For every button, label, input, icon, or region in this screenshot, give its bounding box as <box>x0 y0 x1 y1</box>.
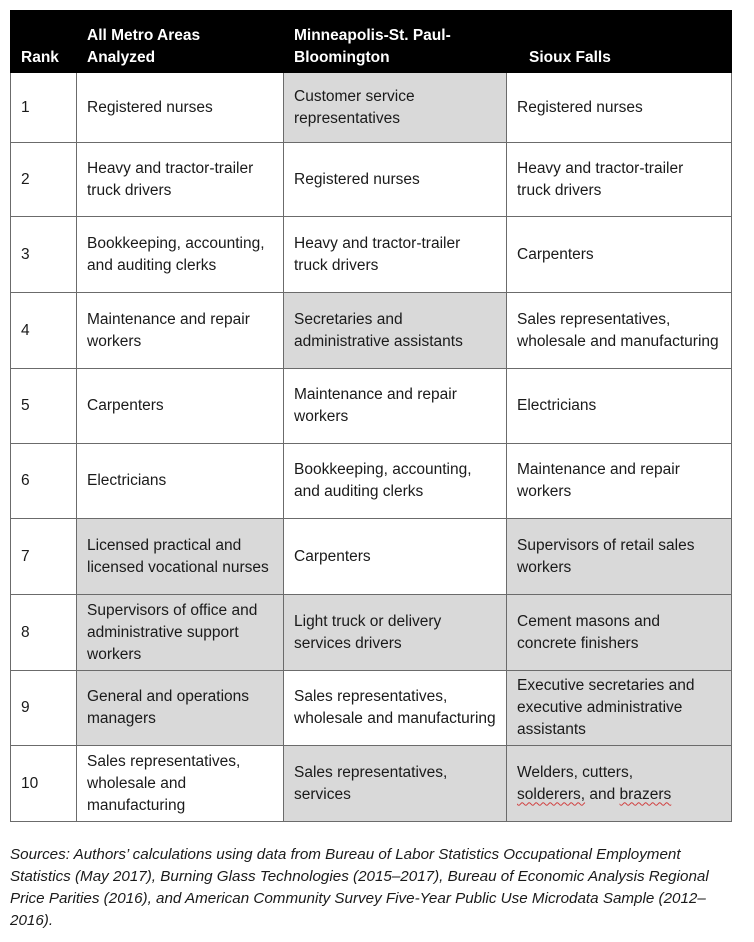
minneapolis-cell: Sales representatives, services <box>284 746 507 822</box>
minneapolis-cell: Bookkeeping, accounting, and auditing clerks <box>284 444 507 519</box>
minneapolis-cell: Heavy and tractor-trailer truck drivers <box>284 217 507 293</box>
sioux-falls-cell: Registered nurses <box>507 73 732 143</box>
all-metro-cell: Supervisors of office and administrative support workers <box>77 595 284 671</box>
all-metro-cell: General and operations managers <box>77 671 284 746</box>
table-row <box>11 746 732 822</box>
header-rank: Rank <box>11 11 77 73</box>
table-row <box>11 444 732 519</box>
header-all-metro: All Metro Areas Analyzed <box>77 11 284 73</box>
minneapolis-cell: Customer service representatives <box>284 73 507 143</box>
rank-cell: 4 <box>11 293 77 369</box>
all-metro-cell: Heavy and tractor-trailer truck drivers <box>77 143 284 217</box>
header-minneapolis: Minneapolis-St. Paul- Bloomington <box>284 11 507 73</box>
rank-cell: 5 <box>11 369 77 444</box>
all-metro-cell: Bookkeeping, accounting, and auditing clerks <box>77 217 284 293</box>
minneapolis-cell: Maintenance and repair workers <box>284 369 507 444</box>
header-sioux-falls: Sioux Falls <box>507 11 732 73</box>
sources-note: Sources: Authors’ calculations using data from Bureau of Labor Statistics Occupational Employment Statistics (May 2017), Burning Glass Technologies (2015–2017), Bureau of Economic Analysis Regional Price Parities (2016), and American Community Survey Five-Year Public Use Microdata Sample (2012–2016). <box>10 846 709 929</box>
rank-cell: 10 <box>11 746 77 822</box>
top-occupations-table <box>10 10 732 822</box>
all-metro-cell: Maintenance and repair workers <box>77 293 284 369</box>
rank-cell: 8 <box>11 595 77 671</box>
minneapolis-cell: Sales representatives, wholesale and manufacturing <box>284 671 507 746</box>
all-metro-cell: Registered nurses <box>77 73 284 143</box>
sioux-falls-cell: Carpenters <box>507 217 732 293</box>
minneapolis-cell: Registered nurses <box>284 143 507 217</box>
minneapolis-cell: Light truck or delivery services drivers <box>284 595 507 671</box>
all-metro-cell: Electricians <box>77 444 284 519</box>
spellcheck-underline: brazers <box>619 785 672 803</box>
rank-cell: 6 <box>11 444 77 519</box>
sioux-falls-cell: Welders, cutters, solderers, and brazers <box>507 746 732 822</box>
sioux-falls-cell: Sales representatives, wholesale and manufacturing <box>507 293 732 369</box>
sioux-falls-cell: Electricians <box>507 369 732 444</box>
table-row <box>11 73 732 143</box>
table-row <box>11 369 732 444</box>
table-row <box>11 671 732 746</box>
table-row <box>11 595 732 671</box>
rank-cell: 2 <box>11 143 77 217</box>
rank-cell: 7 <box>11 519 77 595</box>
rank-cell: 3 <box>11 217 77 293</box>
header-row <box>11 11 732 73</box>
sioux-falls-cell: Supervisors of retail sales workers <box>507 519 732 595</box>
rank-cell: 1 <box>11 73 77 143</box>
sioux-falls-cell: Executive secretaries and executive administrative assistants <box>507 671 732 746</box>
rank-cell: 9 <box>11 671 77 746</box>
sioux-falls-cell: Heavy and tractor-trailer truck drivers <box>507 143 732 217</box>
sioux-falls-cell: Cement masons and concrete finishers <box>507 595 732 671</box>
minneapolis-cell: Secretaries and administrative assistants <box>284 293 507 369</box>
table-row <box>11 519 732 595</box>
table-row <box>11 217 732 293</box>
all-metro-cell: Licensed practical and licensed vocational nurses <box>77 519 284 595</box>
all-metro-cell: Carpenters <box>77 369 284 444</box>
table-row <box>11 293 732 369</box>
minneapolis-cell: Carpenters <box>284 519 507 595</box>
spellcheck-underline: solderers, <box>517 785 586 803</box>
sioux-falls-cell: Maintenance and repair workers <box>507 444 732 519</box>
table-row <box>11 143 732 217</box>
all-metro-cell: Sales representatives, wholesale and manufacturing <box>77 746 284 822</box>
